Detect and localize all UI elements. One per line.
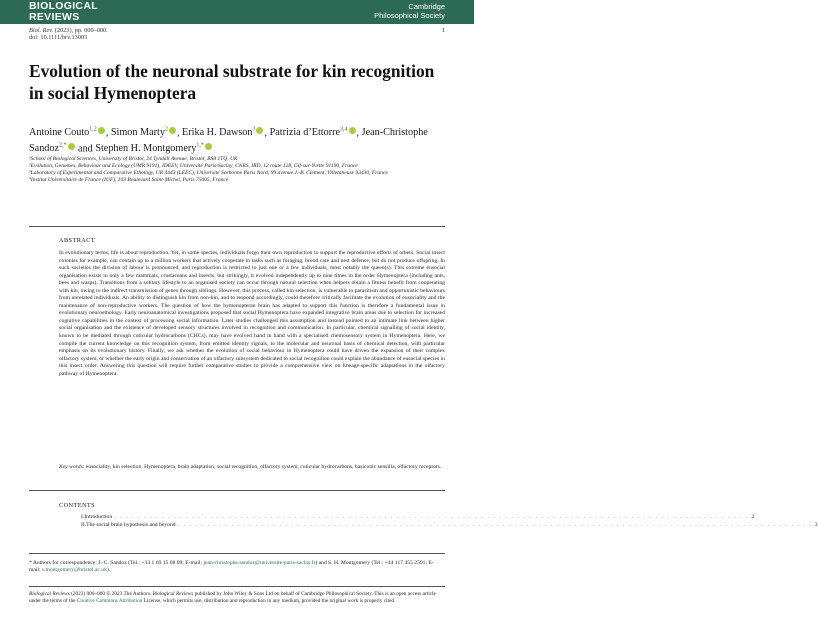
society-logo (374, 3, 445, 20)
abstract-heading: ABSTRACT (59, 237, 96, 244)
article-title: Evolution of the neuronal substrate for kin recognition in social Hymenoptera (29, 61, 435, 103)
keywords-label: Key words (59, 464, 83, 470)
author[interactable]: Patrizia d’Ettorre$^{3,4}$ (269, 127, 348, 139)
divider (29, 226, 445, 227)
journal-abbrev: Biol. Rev. (29, 27, 54, 34)
affiliation: ²Evolution, Genomes, Behaviour and Ecology (UMR 9191), IDEEV, Université Paris-Saclay, CNRS, IRD, 12 route 128, Gif-sur-Yvette 91190, France (29, 163, 358, 170)
journal-header-bar (0, 0, 474, 24)
divider (29, 586, 445, 587)
author[interactable]: Jean-Christophe Sandoz$^{2,*}$ (29, 127, 428, 155)
affiliations (29, 156, 445, 184)
affiliation: ³Laboratory of Experimental and Comparative Ethology, UR 4443 (LEEC), Université Sorbonne Paris Nord, 99 avenue J.-B. Clément, Villetaneuse 93430, France (29, 170, 388, 177)
author[interactable]: Stephen H. Montgomery$^{1,*}$ (95, 142, 204, 155)
keywords (59, 464, 445, 472)
table-of-contents (81, 514, 818, 530)
affiliation: ¹School of Biological Sciences, University of Bristol, 24 Tyndall Avenue, Bristol, BS8 1TQ, UK (29, 156, 238, 162)
author[interactable]: Erika H. Dawson$^3$ (182, 127, 256, 139)
correspondence-footnote: * Authors for correspondence: J.-C. Sandoz (Tel.: +33 1 69 15 68 09; E-mail: jean-christophe.sandoz@universite-paris-saclay.fr) and S. H. Montgomery (Tel.: +44 117 455 2591; E-mail: s.montgomery@bristol.ac.uk). (29, 560, 434, 574)
divider (29, 490, 445, 491)
email-link[interactable]: jean-christophe.sandoz@universite-paris-saclay.fr (203, 560, 316, 566)
journal-logo (29, 1, 98, 22)
orcid-icon[interactable] (98, 127, 105, 134)
doi[interactable]: doi: 10.1111/brv.13003 (29, 34, 88, 42)
contents-heading: CONTENTS (59, 502, 96, 509)
orcid-icon[interactable] (68, 143, 75, 150)
email-link[interactable]: s.montgomery@bristol.ac.uk (41, 567, 107, 574)
citation-meta (29, 27, 108, 41)
orcid-icon[interactable] (169, 127, 176, 134)
orcid-icon[interactable] (256, 127, 263, 134)
citation-pages: (2023), pp. 000–000. (53, 27, 108, 34)
author[interactable]: Antoine Couto$^{1,2}$ (29, 127, 97, 139)
keywords-text: : eusociality, kin selection, Hymenoptera, brain adaptation, social recognition, olfactory system, cuticular hydrocarbons, basiconic sensilla, olfactory receptors. (82, 464, 442, 470)
affiliation: ⁴Institut Universitaire de France (IUF), 103 Boulevard Saint-Michel, Paris 75005, France (29, 177, 229, 184)
toc-entry[interactable]: I. Introduction . . . . . . . . . . . . . . . . . . . . . . . . . . . . . . . . . . . . . . . . . . . . . . . . . . . . . . . . . . . . . . . . . . . . . . . . . . . . . . . . . . . . . . . . . . . . . . . . . . . . . . . . . . 2 (81, 514, 755, 520)
page-number: 1 (441, 27, 445, 34)
orcid-icon[interactable] (349, 127, 356, 134)
license-link[interactable]: Creative Commons Attribution (76, 597, 143, 604)
journal-logo-line1: BIOLOGICAL (29, 0, 98, 12)
abstract-text: In evolutionary terms, life is about reproduction. Yet, in some species, individuals forgo their own reproduction to support the reproductive efforts of others. Social insect colonies for example, can contain up to a million workers that actively cooperate in tasks such as foraging, brood care and nest defence, but do not produce offspring. In such societies the division of labour is pronounced, and reproduction is restricted to just one or a few individuals, most notably the queen(s). This extreme eusocial organisation exists in only a few mammals, crustaceans and insects, but strikingly, it evolved independently up to nine times in the order Hymenoptera (including ants, bees and wasps). Transitions from a solitary lifestyle to an organised society can occur through natural selection when helpers obtain a fitness benefit from cooperating with kin, owing to the indirect transmission of genes through siblings. However, this process, called kin selection, is vulnerable to parasitism and opportunistic behaviours from unrelated individuals. An ability to distinguish kin from non-kin, and to respond accordingly, could therefore critically facilitate the evolution of eusociality and the maintenance of non-reproductive workers. The question of how the hymenopteran brain has adapted to support this function is therefore a fundamental issue in evolutionary neuroethology. Early neuroanatomical investigations proposed that social Hymenoptera have expanded integrative brain areas due to selection for increased cognitive capabilities in the context of processing social information. Later studies challenged this assumption and instead pointed to an intimate link between higher social organisation and the existence of developed sensory structures involved in recognition and communication. In particular, chemical signalling of social identity, known to be mediated through cuticular hydrocarbons (CHCs), may have evolved hand in hand with a specialised chemosensory system in Hymenoptera. Here, we compile the current knowledge on this recognition system, from emitted identity signals, to the molecular and neuronal basis of chemical detection, with particular emphasis on its evolutionary history. Finally, we ask whether the evolution of social behaviour in Hymenoptera could have driven the expansion of their complex olfactory system, or whether the early origin and conservation of an olfactory subsystem dedicated to social recognition could explain the abundance of eusocial species in this insect order. Answering this question will require further comparative studies to provide a comprehensive view on lineage-specific adaptations in the olfactory pathway of Hymenoptera. (59, 250, 445, 377)
orcid-icon[interactable] (205, 143, 212, 150)
author-list: Antoine Couto$^{1,2}$ , Simon Marty$^2$ , Erika H. Dawson$^3$ , Patrizia d’Ettorre$^{3,4}$ , Jean-Christophe Sandoz$^{2,*}$ and Stephen H. Montgomery$^{1,*}$ (29, 127, 428, 155)
license-note: Biological Reviews (2023) 000–000 © 2023 The Authors. Biological Reviews published by John Wiley & Sons Ltd on behalf of Cambridge Philosophical Society. This is an open access article under the terms of the Creative Commons Attribution License, which permits use, distribution and reproduction in any medium, provided the original work is properly cited. (29, 591, 436, 604)
society-line2: Philosophical Society (374, 10, 445, 20)
journal-logo-line2: REVIEWS (29, 10, 80, 23)
society-line1: Cambridge (408, 2, 445, 11)
author[interactable]: Simon Marty$^2$ (110, 127, 168, 139)
divider (29, 553, 445, 554)
toc-entry[interactable]: II. The social brain hypothesis and beyond . . . . . . . . . . . . . . . . . . . . . . . . . . . . . . . . . . . . . . . . . . . . . . . . . . . . . . . . . . . . . . . . . . . . . . . . . . . . . . . . . . . . . . . . . . . . . . . . . . . . . . . . . . 3 (81, 521, 818, 528)
